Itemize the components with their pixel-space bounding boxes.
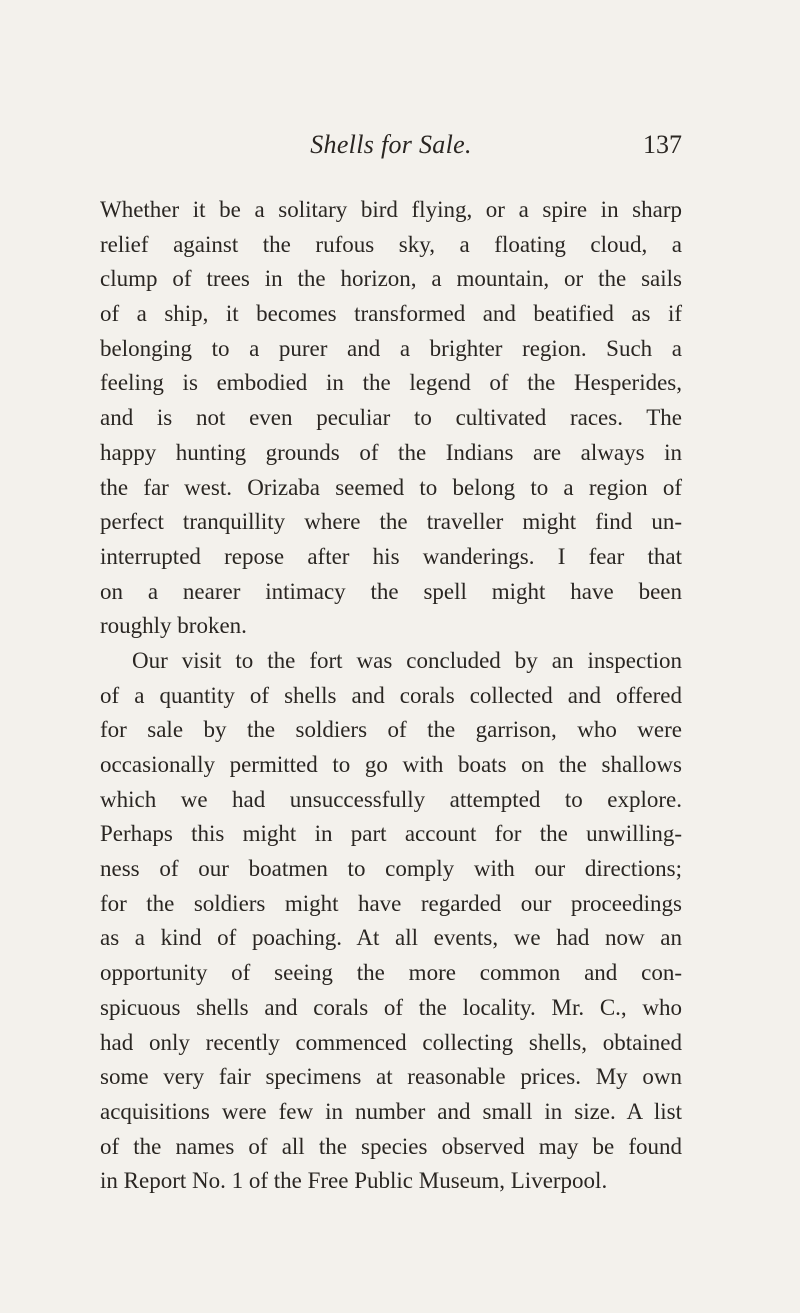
text-line: of the names of all the species observed may be found [100,1133,682,1159]
text-line: feeling is embodied in the legend of the Hesperides, [100,370,682,396]
text-line: of a ship, it becomes transformed and beatified as if [100,301,682,327]
text-line: some very fair specimens at reasonable prices. My own [100,1064,682,1090]
text-line: interrupted repose after his wanderings. I fear that [100,543,682,569]
text-line: which we had unsuccessfully attempted to explore. [100,786,682,812]
text-line: acquisitions were few in number and small in size. A list [100,1098,682,1124]
text-line: Our visit to the fort was concluded by an inspection [132,647,682,673]
text-line: in Report No. 1 of the Free Public Museum, Liverpool. [100,1168,608,1194]
text-line: perfect tranquillity where the traveller might find un- [100,509,682,535]
text-line: the far west. Orizaba seemed to belong to a region of [100,474,682,500]
running-title: Shells for Sale. [310,130,472,159]
text-line: for the soldiers might have regarded our proceedings [100,890,682,916]
text-line: for sale by the soldiers of the garrison, who were [100,717,682,743]
text-line: and is not even peculiar to cultivated races. The [100,405,682,431]
text-line: as a kind of poaching. At all events, we had now an [100,925,682,951]
text-line: spicuous shells and corals of the locality. Mr. C., who [100,994,682,1020]
text-line: belonging to a purer and a brighter region. Such a [100,335,682,361]
text-line: clump of trees in the horizon, a mountain, or the sails [100,266,682,292]
text-line: relief against the rufous sky, a floating cloud, a [100,231,682,257]
text-line: Whether it be a solitary bird flying, or a spire in sharp [100,197,682,222]
text-line: of a quantity of shells and corals collected and offered [100,682,682,708]
text-line: happy hunting grounds of the Indians are always in [100,439,682,465]
text-line: ness of our boatmen to comply with our directions; [100,856,682,882]
text-line: occasionally permitted to go with boats on the shallows [100,752,682,777]
page-number: 137 [643,130,682,159]
text-line: had only recently commenced collecting shells, obtained [100,1029,682,1055]
text-line: roughly broken. [100,613,247,639]
page-header [100,127,682,163]
text-line: Perhaps this might in part account for the unwilling- [100,821,682,847]
body-text [100,193,682,1199]
text-line: on a nearer intimacy the spell might have been [100,578,682,604]
text-line: opportunity of seeing the more common and con- [100,960,682,986]
